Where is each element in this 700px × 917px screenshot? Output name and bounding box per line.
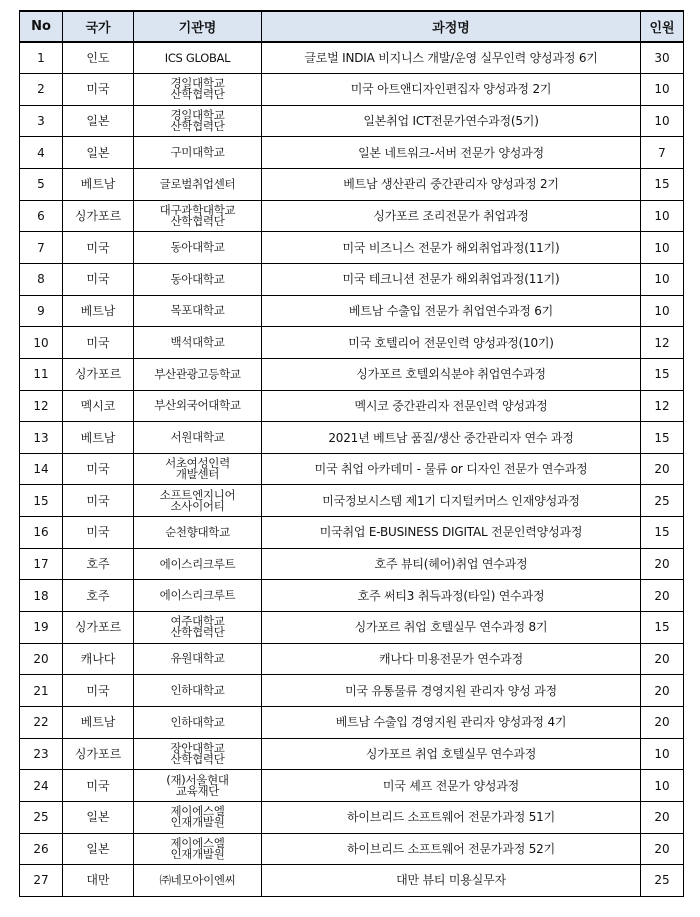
cell-count: 20 [641, 801, 684, 833]
cell-no: 23 [20, 738, 63, 770]
cell-country: 미국 [63, 675, 134, 707]
org-name-line: 부산관광고등학교 [154, 366, 241, 381]
cell-country: 싱가포르 [63, 612, 134, 644]
table-row [20, 169, 684, 201]
table-row [20, 770, 684, 802]
cell-course: 미국 호텔리어 전문인력 양성과정(10기) [262, 327, 641, 359]
org-name-line: 경일대학교 [170, 76, 225, 91]
org-name-line: ICS GLOBAL [164, 50, 231, 65]
cell-country: 일본 [63, 833, 134, 865]
org-name-line: 소프트엔지니어 [159, 487, 236, 502]
cell-no: 25 [20, 801, 63, 833]
cell-country: 미국 [63, 517, 134, 549]
org-name-line: 개발센터 [175, 467, 220, 482]
cell-course: 싱가포르 호텔외식분야 취업연수과정 [262, 358, 641, 390]
org-name-line: 산학협력단 [170, 625, 225, 640]
table-row [20, 675, 684, 707]
cell-no: 26 [20, 833, 63, 865]
cell-course: 호주 뷰티(헤어)취업 연수과정 [262, 548, 641, 580]
cell-country: 미국 [63, 485, 134, 517]
cell-org [134, 833, 262, 865]
org-name-line: 인하대학교 [170, 714, 225, 729]
cell-no: 2 [20, 74, 63, 106]
cell-country: 인도 [63, 42, 134, 74]
org-name-line: 서원대학교 [170, 430, 225, 444]
table-row [20, 74, 684, 106]
cell-course: 글로벌 INDIA 비지니스 개발/운영 실무인력 양성과정 6기 [262, 42, 641, 74]
cell-count: 12 [641, 390, 684, 422]
org-name-line: 인재개발원 [170, 815, 225, 830]
cell-count: 7 [641, 137, 684, 169]
cell-count: 25 [641, 485, 684, 517]
cell-count: 15 [641, 422, 684, 454]
cell-country: 싱가포르 [63, 738, 134, 770]
cell-count: 10 [641, 263, 684, 295]
cell-course: 대만 뷰티 미용실무자 [262, 865, 641, 897]
cell-org [134, 612, 262, 644]
cell-org [134, 232, 262, 264]
table-row [20, 738, 684, 770]
header-course: 과정명 [262, 11, 641, 42]
cell-count: 25 [641, 865, 684, 897]
cell-no: 4 [20, 137, 63, 169]
cell-org [134, 738, 262, 770]
cell-count: 10 [641, 738, 684, 770]
cell-no: 10 [20, 327, 63, 359]
table-row [20, 548, 684, 580]
cell-no: 27 [20, 865, 63, 897]
cell-no: 5 [20, 169, 63, 201]
table-row [20, 358, 684, 390]
cell-count: 10 [641, 105, 684, 137]
org-name-line: 백석대학교 [170, 335, 225, 350]
org-name-line: 산학협력단 [170, 751, 225, 766]
cell-count: 20 [641, 675, 684, 707]
org-name-line: 여주대학교 [170, 614, 225, 629]
table-row [20, 390, 684, 422]
table-row [20, 706, 684, 738]
cell-country: 미국 [63, 232, 134, 264]
cell-no: 11 [20, 358, 63, 390]
cell-no: 1 [20, 42, 63, 74]
cell-no: 20 [20, 643, 63, 675]
cell-country: 싱가포르 [63, 200, 134, 232]
cell-course: 미국 비즈니스 전문가 해외취업과정(11기) [262, 232, 641, 264]
table-row [20, 422, 684, 454]
cell-org [134, 517, 262, 549]
org-name-line: 제이에스엘 [170, 835, 225, 850]
cell-course: 하이브리드 소프트웨어 전문가과정 52기 [262, 833, 641, 865]
org-name-line: 동아대학교 [170, 271, 225, 286]
cell-country: 호주 [63, 580, 134, 612]
org-name-line: 목포대학교 [170, 303, 225, 318]
cell-count: 30 [641, 42, 684, 74]
cell-course: 하이브리드 소프트웨어 전문가과정 51기 [262, 801, 641, 833]
cell-no: 8 [20, 263, 63, 295]
cell-course: 미국 테크니션 전문가 해외취업과정(11기) [262, 263, 641, 295]
cell-org [134, 295, 262, 327]
org-name-line: 대구과학대학교 [159, 203, 236, 218]
cell-country: 미국 [63, 770, 134, 802]
cell-org [134, 675, 262, 707]
org-name-line: 동아대학교 [170, 240, 225, 255]
table-row [20, 801, 684, 833]
org-name-line: 산학협력단 [170, 214, 225, 229]
org-name-line: 순천향대학교 [165, 524, 230, 539]
cell-country: 일본 [63, 801, 134, 833]
table-row [20, 200, 684, 232]
cell-org [134, 327, 262, 359]
cell-org [134, 485, 262, 517]
cell-count: 20 [641, 643, 684, 675]
table-row [20, 517, 684, 549]
cell-country: 일본 [63, 137, 134, 169]
header-org: 기관명 [134, 11, 262, 42]
org-name-line: 교육재단 [175, 783, 220, 798]
cell-no: 9 [20, 295, 63, 327]
cell-course: 베트남 수출입 전문가 취업연수과정 6기 [262, 295, 641, 327]
cell-org [134, 706, 262, 738]
cell-no: 3 [20, 105, 63, 137]
org-name-line: 유원대학교 [170, 651, 225, 666]
cell-country: 멕시코 [63, 390, 134, 422]
cell-country: 미국 [63, 263, 134, 295]
cell-org [134, 643, 262, 675]
cell-count: 15 [641, 169, 684, 201]
cell-course: 베트남 수출입 경영지원 관리자 양성과정 4기 [262, 706, 641, 738]
table-row [20, 263, 684, 295]
header-no: No [20, 11, 63, 42]
cell-course: 싱가포르 취업 호텔실무 연수과정 8기 [262, 612, 641, 644]
org-name-line: 인하대학교 [170, 683, 225, 698]
cell-country: 미국 [63, 74, 134, 106]
table-header-row [20, 11, 684, 42]
cell-org [134, 137, 262, 169]
cell-org [134, 453, 262, 485]
cell-org [134, 200, 262, 232]
cell-org [134, 865, 262, 897]
cell-country: 싱가포르 [63, 358, 134, 390]
cell-org [134, 422, 262, 454]
org-name-line: ㈜네모아이엔씨 [159, 872, 236, 887]
cell-no: 14 [20, 453, 63, 485]
cell-count: 12 [641, 327, 684, 359]
org-name-line: 산학협력단 [170, 87, 225, 102]
cell-count: 10 [641, 770, 684, 802]
cell-org [134, 42, 262, 74]
cell-country: 베트남 [63, 169, 134, 201]
table-row [20, 453, 684, 485]
cell-count: 10 [641, 295, 684, 327]
org-name-line: 제이에스엘 [170, 804, 225, 819]
cell-country: 베트남 [63, 295, 134, 327]
cell-course: 싱가포르 취업 호텔실무 연수과정 [262, 738, 641, 770]
cell-course: 캐나다 미용전문가 연수과정 [262, 643, 641, 675]
cell-org [134, 580, 262, 612]
cell-country: 미국 [63, 327, 134, 359]
cell-no: 15 [20, 485, 63, 517]
cell-country: 캐나다 [63, 643, 134, 675]
cell-course: 일본취업 ICT전문가연수과정(5기) [262, 105, 641, 137]
org-name-line: 경일대학교 [170, 108, 225, 123]
table-row [20, 580, 684, 612]
table-row [20, 643, 684, 675]
table-row [20, 833, 684, 865]
cell-course: 멕시코 중간관리자 전문인력 양성과정 [262, 390, 641, 422]
cell-count: 20 [641, 453, 684, 485]
cell-no: 24 [20, 770, 63, 802]
header-country: 국가 [63, 11, 134, 42]
org-name-line: 서초여성인력 [165, 456, 230, 471]
cell-country: 베트남 [63, 422, 134, 454]
table-row [20, 327, 684, 359]
cell-count: 10 [641, 232, 684, 264]
table-row [20, 295, 684, 327]
cell-count: 10 [641, 74, 684, 106]
cell-no: 22 [20, 706, 63, 738]
org-name-line: 산학협력단 [170, 119, 225, 134]
org-name-line: 장안대학교 [170, 740, 225, 755]
cell-no: 19 [20, 612, 63, 644]
cell-no: 21 [20, 675, 63, 707]
table-row [20, 137, 684, 169]
org-name-line: 구미대학교 [170, 145, 225, 160]
cell-country: 미국 [63, 453, 134, 485]
cell-count: 10 [641, 200, 684, 232]
cell-org [134, 74, 262, 106]
cell-count: 15 [641, 358, 684, 390]
org-name-line: 에이스리크루트 [159, 588, 236, 603]
course-table-container [19, 10, 684, 897]
cell-course: 미국 셰프 전문가 양성과정 [262, 770, 641, 802]
cell-count: 15 [641, 517, 684, 549]
table-body [20, 42, 684, 896]
cell-no: 16 [20, 517, 63, 549]
cell-org [134, 548, 262, 580]
cell-no: 6 [20, 200, 63, 232]
cell-org [134, 770, 262, 802]
cell-course: 호주 써티3 취득과정(타일) 연수과정 [262, 580, 641, 612]
org-name-line: 인재개발원 [170, 846, 225, 861]
cell-no: 17 [20, 548, 63, 580]
cell-count: 20 [641, 833, 684, 865]
cell-org [134, 105, 262, 137]
cell-org [134, 390, 262, 422]
cell-course: 미국정보시스템 제1기 디지털커머스 인재양성과정 [262, 485, 641, 517]
cell-no: 12 [20, 390, 63, 422]
cell-course: 미국 아트앤디자인편집자 양성과정 2기 [262, 74, 641, 106]
cell-course: 미국 취업 아카데미 - 물류 or 디자인 전문가 연수과정 [262, 453, 641, 485]
cell-country: 베트남 [63, 706, 134, 738]
org-name-line: 에이스리크루트 [159, 556, 236, 571]
header-count: 인원 [641, 11, 684, 42]
cell-no: 7 [20, 232, 63, 264]
table-row [20, 865, 684, 897]
cell-course: 베트남 생산관리 중간관리자 양성과정 2기 [262, 169, 641, 201]
cell-org [134, 801, 262, 833]
table-row [20, 612, 684, 644]
course-table [19, 10, 684, 897]
cell-count: 20 [641, 548, 684, 580]
cell-course: 싱가포르 조리전문가 취업과정 [262, 200, 641, 232]
cell-country: 대만 [63, 865, 134, 897]
cell-course: 일본 네트워크-서버 전문가 양성과정 [262, 137, 641, 169]
cell-org [134, 358, 262, 390]
cell-no: 13 [20, 422, 63, 454]
table-row [20, 485, 684, 517]
cell-org [134, 263, 262, 295]
cell-org [134, 169, 262, 201]
org-name-line: 글로벌취업센터 [159, 176, 236, 191]
table-row [20, 42, 684, 74]
cell-no: 18 [20, 580, 63, 612]
table-row [20, 105, 684, 137]
cell-count: 20 [641, 580, 684, 612]
cell-course: 2021년 베트남 품질/생산 중간관리자 연수 과정 [262, 422, 641, 454]
cell-count: 15 [641, 612, 684, 644]
cell-count: 20 [641, 706, 684, 738]
org-name-line: 부산외국어대학교 [154, 398, 241, 413]
cell-course: 미국취업 E-BUSINESS DIGITAL 전문인력양성과정 [262, 517, 641, 549]
org-name-line: 소사이어티 [170, 498, 225, 513]
cell-country: 호주 [63, 548, 134, 580]
org-name-line: (재)서울현대 [166, 772, 229, 787]
cell-country: 일본 [63, 105, 134, 137]
cell-course: 미국 유통물류 경영지원 관리자 양성 과정 [262, 675, 641, 707]
table-row [20, 232, 684, 264]
